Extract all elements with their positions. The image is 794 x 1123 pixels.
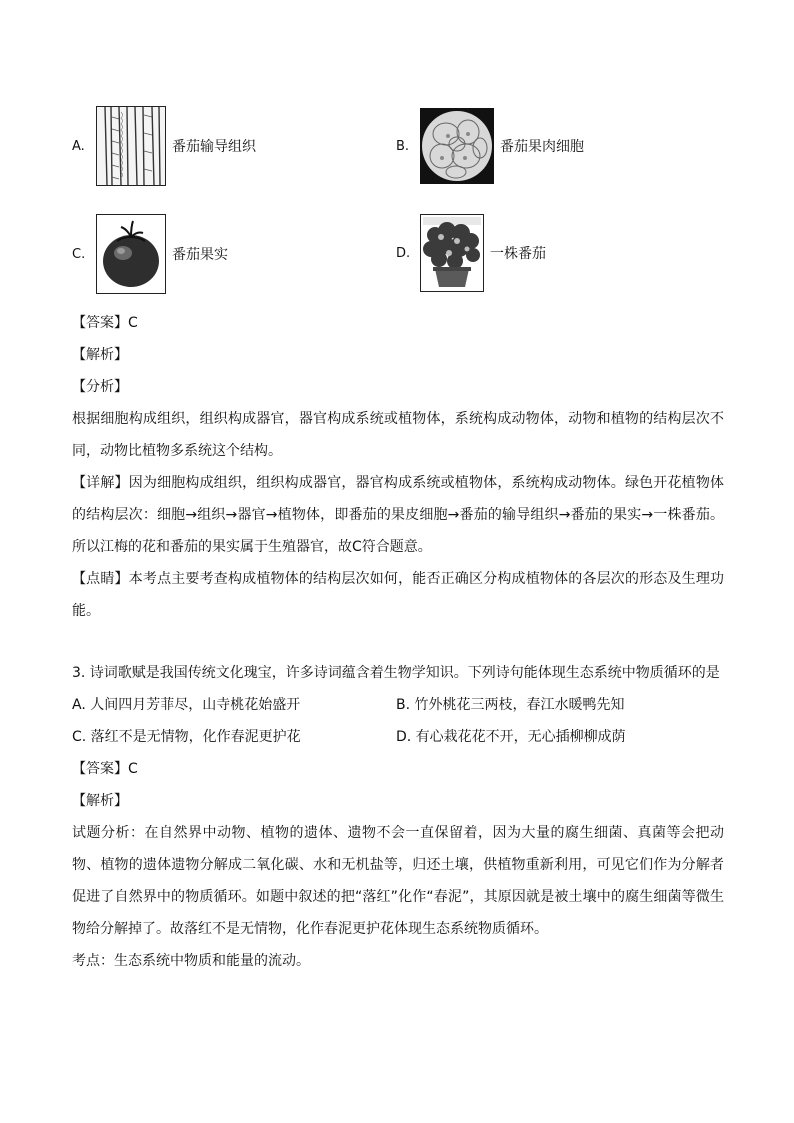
option-label: 番茄输导组织 [172,139,256,155]
pulp-cells-micrograph-icon [420,108,494,184]
answer-value: C [128,315,138,331]
q2-detail [72,467,724,563]
option-label: 一株番茄 [490,246,546,262]
option-label: 番茄果肉细胞 [500,139,584,155]
q3-option-a: A. 人间四月芳菲尽，山寺桃花始盛开 [72,697,301,713]
q2-dianjing [72,563,724,627]
q2-analysis-label: 【解析】 [72,347,128,363]
answer-value: C [128,761,138,777]
answer-label: 【答案】 [72,761,128,777]
option-letter: C. [72,246,86,262]
q2-fenxi-label: 【分析】 [72,379,128,395]
q3-analysis-label: 【解析】 [72,793,128,809]
conducting-tissue-micrograph-icon [96,106,166,186]
option-c [72,214,228,294]
dianjing-text: 本考点主要考查构成植物体的结构层次如何，能否正确区分构成植物体的各层次的形态及生理功能。 [72,571,725,619]
dianjing-label: 【点睛】 [72,571,129,587]
q3-answer [72,759,732,779]
q3-stem: 3. 诗词歌赋是我国传统文化瑰宝，许多诗词蕴含着生物学知识。下列诗句能体现生态系统中物质循环的是 [72,665,720,681]
option-letter: B. [396,138,410,154]
answer-label: 【答案】 [72,315,128,331]
q3-kaodian: 考点：生态系统中物质和能量的流动。 [72,953,310,969]
q2-answer [72,313,732,333]
q3-analysis-text: 试题分析：在自然界中动物、植物的遗体、遗物不会一直保留着，因为大量的腐生细菌、真菌等会把动物、植物的遗体遗物分解成二氧化碳、水和无机盐等，归还土壤，供植物重新利用，可见它们作为分解者促进了自然界中的物质循环。如题中叙述的把“落红”化作“春泥”，其原因就是被土壤中的腐生细菌等微生物给分解掉了。故落红不是无情物，化作春泥更护花体现生态系统物质循环。 [72,825,724,937]
option-letter: A. [72,138,85,154]
option-label: 番茄果实 [172,247,228,263]
q3-option-c: C. 落红不是无情物，化作春泥更护花 [72,729,301,745]
tomato-plant-photo-icon [420,214,484,292]
detail-label: 【详解】 [72,475,129,491]
option-d [396,214,546,292]
q3-option-b: B. 竹外桃花三两枝，春江水暖鸭先知 [396,697,625,713]
q2-fenxi-text: 根据细胞构成组织，组织构成器官，器官构成系统或植物体，系统构成动物体，动物和植物的结构层次不同，动物比植物多系统这个结构。 [72,411,724,459]
option-a [72,106,256,186]
q3-option-d: D. 有心栽花花不开，无心插柳柳成荫 [396,729,626,745]
option-letter: D. [396,245,411,261]
option-b [396,108,584,184]
detail-text: 因为细胞构成组织，组织构成器官，器官构成系统或植物体，系统构成动物体。绿色开花植物体的结构层次：细胞→组织→器官→植物体，即番茄的果皮细胞→番茄的输导组织→番茄的果实→一株番茄。所以江梅的花和番茄的果实属于生殖器官，故C符合题意。 [72,475,725,555]
tomato-photo-icon [96,214,166,294]
